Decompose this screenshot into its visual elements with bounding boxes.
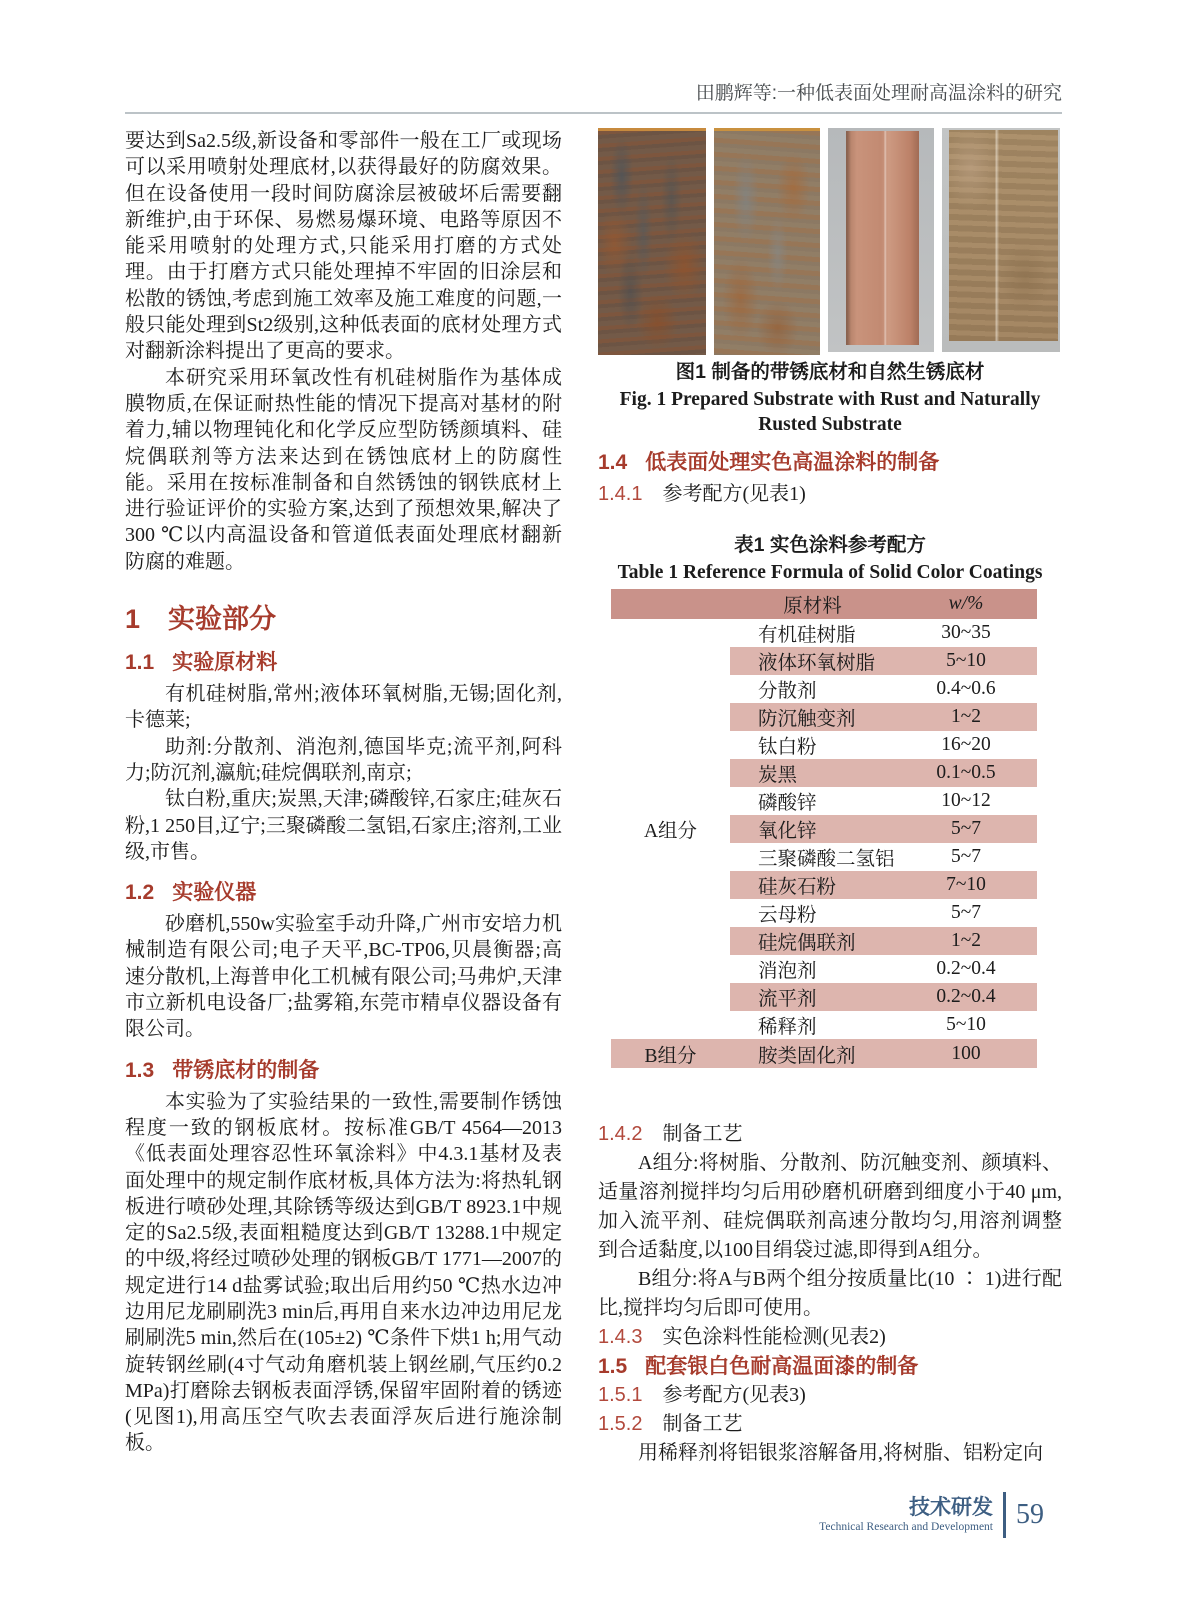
section-1-4-1-title: 参考配方(见表1) bbox=[662, 483, 806, 505]
table-1-row-strip bbox=[730, 815, 1037, 843]
section-1-4-title: 低表面处理实色高温涂料的制备 bbox=[645, 451, 940, 474]
table-1-header-row bbox=[611, 589, 1037, 619]
section-1-4-3-title: 实色涂料性能检测(见表2) bbox=[662, 1326, 886, 1348]
right-column bbox=[598, 128, 1062, 1468]
table-1-row-strip bbox=[730, 759, 1037, 787]
table-1-cell-value: 0.2~0.4 bbox=[936, 986, 996, 1007]
paragraph-silver-topcoat-process: 用稀释剂将铝银浆溶解备用,将树脂、铝粉定向 bbox=[638, 1442, 1043, 1464]
table-1-cell-material: 流平剂 bbox=[758, 989, 817, 1010]
table-1-header-material: 原材料 bbox=[783, 596, 842, 617]
section-1-4-1-heading bbox=[598, 480, 1062, 509]
section-1-5-heading bbox=[598, 1352, 1062, 1381]
section-1-5-2-title: 制备工艺 bbox=[662, 1413, 743, 1435]
table-1-cell-material: 消泡剂 bbox=[758, 961, 817, 982]
section-1-5-1-heading bbox=[598, 1381, 1062, 1410]
table-1-cell-material: 云母粉 bbox=[758, 905, 817, 926]
section-1-4-3-heading bbox=[598, 1323, 1062, 1352]
table-1-cell-material: 稀释剂 bbox=[758, 1017, 817, 1038]
running-head bbox=[696, 78, 1062, 105]
table-1-title-en: Table 1 Reference Formula of Solid Color Coatings bbox=[617, 562, 1043, 583]
section-1-4-heading bbox=[598, 450, 1062, 476]
page-footer bbox=[819, 1492, 1044, 1538]
table-1-group-b-label: B组分 bbox=[644, 1045, 697, 1067]
footer-divider bbox=[1003, 1492, 1006, 1538]
section-1-title: 实验部分 bbox=[168, 604, 277, 635]
rusted-channel-photo-1 bbox=[828, 128, 934, 352]
footer-section-name bbox=[819, 1496, 993, 1534]
table-1-row-strip bbox=[730, 787, 1037, 815]
table-1-row-strip bbox=[730, 703, 1037, 731]
table-1-cell-value: 0.4~0.6 bbox=[936, 678, 996, 699]
table-1-row-strip bbox=[730, 927, 1037, 955]
section-1-4-2-heading bbox=[598, 1120, 1062, 1149]
figure-1-caption-en: Fig. 1 Prepared Substrate with Rust and Naturally Rusted Substrate bbox=[619, 389, 1041, 435]
paragraph-raw-materials-3: 钛白粉,重庆;炭黑,天津;磷酸锌,石家庄;硅灰石粉,1 250目,辽宁;三聚磷酸二氢铝,石家庄;溶剂,工业级,市售。 bbox=[125, 788, 562, 863]
table-1-row-strip bbox=[730, 983, 1037, 1011]
table-1-cell-material: 硅灰石粉 bbox=[758, 877, 837, 898]
section-1-4-2-number: 1.4.2 bbox=[598, 1123, 643, 1145]
footer-section-zh: 技术研发 bbox=[909, 1496, 993, 1519]
table-1-cell-value: 5~7 bbox=[950, 818, 982, 839]
figure-1-caption-zh: 图1 制备的带锈底材和自然生锈底材 bbox=[675, 361, 985, 383]
section-1-4-3-number: 1.4.3 bbox=[598, 1326, 643, 1348]
table-1-row-strip bbox=[730, 619, 1037, 647]
table-1-cell-value: 5~10 bbox=[946, 1014, 986, 1035]
paragraph-study-overview: 本研究采用环氧改性有机硅树脂作为基体成膜物质,在保证耐热性能的情况下提高对基材的附着力,辅以物理钝化和化学反应型防锈颜填料、硅烷偶联剂等方法来达到在锈蚀底材上的防腐性能。采用在按标准制备和自然锈蚀的钢铁底材上进行验证评价的实验方案,达到了预想效果,解决了300 ℃以内高温设备和管道低表面处理底材翻新防腐的难题。 bbox=[125, 366, 562, 573]
section-1-2-number: 1.2 bbox=[125, 881, 155, 905]
paragraph-intro-continued: 要达到Sa2.5级,新设备和零部件一般在工厂或现场可以采用喷射处理底材,以获得最好的防腐效果。但在设备使用一段时间防腐涂层被破坏后需要翻新维护,由于环保、易燃易爆环境、电路等原因不能采用喷射的处理方式,只能采用打磨的方式处理。由于打磨方式只能处理掉不牢固的旧涂层和松散的锈蚀,考虑到施工效率及施工难度的问题,一般只能处理到St2级别,这种低表面的底材处理方式对翻新涂料提出了更高的要求。 bbox=[125, 130, 562, 363]
table-1-body bbox=[611, 619, 1037, 1068]
section-1-4-number: 1.4 bbox=[598, 451, 628, 474]
table-1-row-strip bbox=[730, 1011, 1037, 1039]
section-1-5-2-heading bbox=[598, 1410, 1062, 1439]
figure-1 bbox=[598, 128, 1062, 352]
paragraph-component-b-process: B组分:将A与B两个组分按质量比(10 ∶ 1)进行配比,搅拌均匀后即可使用。 bbox=[598, 1268, 1062, 1319]
footer-section-en: Technical Research and Development bbox=[819, 1521, 993, 1533]
table-1-cell-value: 1~2 bbox=[950, 706, 982, 727]
section-1-5-2-number: 1.5.2 bbox=[598, 1413, 643, 1435]
table-1-cell-material: 胺类固化剂 bbox=[758, 1045, 856, 1067]
section-1-1-title: 实验原材料 bbox=[172, 651, 278, 675]
table-1-row-strip bbox=[730, 731, 1037, 759]
table-1-cell-value: 16~20 bbox=[941, 734, 991, 755]
section-1-5-1-number: 1.5.1 bbox=[598, 1384, 643, 1406]
section-1-number: 1 bbox=[125, 604, 141, 635]
section-1-2-heading bbox=[125, 880, 562, 906]
section-1-3-number: 1.3 bbox=[125, 1058, 155, 1082]
paragraph-raw-materials-1: 有机硅树脂,常州;液体环氧树脂,无锡;固化剂,卡德莱; bbox=[125, 683, 562, 732]
table-1 bbox=[611, 589, 1037, 1068]
section-1-5-title: 配套银白色耐高温面漆的制备 bbox=[645, 1355, 919, 1378]
table-1-cell-value: 5~7 bbox=[950, 846, 982, 867]
table-1-cell-value: 10~12 bbox=[941, 790, 991, 811]
table-1-cell-value: 5~7 bbox=[950, 902, 982, 923]
section-1-3-heading bbox=[125, 1058, 562, 1084]
table-1-row-strip bbox=[730, 647, 1037, 675]
rusted-substrate-photo-1 bbox=[598, 128, 706, 355]
section-1-1-number: 1.1 bbox=[125, 651, 155, 675]
table-1-header-value: w/% bbox=[948, 593, 984, 614]
paragraph-component-a-process: A组分:将树脂、分散剂、防沉触变剂、颜填料、适量溶剂搅拌均匀后用砂磨机研磨到细度小于40 μm,加入流平剂、硅烷偶联剂高速分散均匀,用溶剂调整到合适黏度,以100目绢袋过滤,即得到A组分。 bbox=[598, 1152, 1062, 1261]
table-1-cell-value: 30~35 bbox=[941, 622, 991, 643]
section-1-5-1-title: 参考配方(见表3) bbox=[662, 1384, 806, 1406]
table-1-group-a-label: A组分 bbox=[643, 821, 698, 842]
left-column bbox=[125, 128, 562, 1457]
section-1-3-title: 带锈底材的制备 bbox=[172, 1058, 320, 1082]
table-1-row-strip bbox=[730, 843, 1037, 871]
table-1-cell-value: 0.2~0.4 bbox=[936, 958, 996, 979]
table-1-cell-value: 5~10 bbox=[946, 650, 986, 671]
page-number: 59 bbox=[1016, 1499, 1044, 1530]
table-1-row-strip bbox=[730, 871, 1037, 899]
section-1-1-heading bbox=[125, 650, 562, 676]
table-1-cell-material: 分散剂 bbox=[758, 681, 817, 702]
table-1-cell-material: 液体环氧树脂 bbox=[758, 653, 876, 674]
table-1-row-strip bbox=[730, 675, 1037, 703]
rusted-substrate-photo-2 bbox=[714, 128, 820, 355]
table-1-cell-material: 硅烷偶联剂 bbox=[758, 933, 856, 954]
paragraph-rusted-substrate-preparation: 本实验为了实验结果的一致性,需要制作锈蚀程度一致的钢板底材。按标准GB/T 4564—2013《低表面处理容忍性环氧涂料》中4.3.1基材及表面处理中的规定制作底材板,具体方法为:将热轧钢板进行喷砂处理,其除锈等级达到GB/T 8923.1中规定的Sa2.5级,表面粗糙度达到GB/T 13288.1中规定的中级,将经过喷砂处理的钢板GB/T 1771—2007的规定进行14 d盐雾试验;取出后用约50 ℃热水边冲边用尼龙刷刷洗3 min后,再用自来水边冲边用尼龙刷刷洗5 min,然后在(105±2) ℃条件下烘1 h;用气动旋转钢丝刷(4寸气动角磨机装上钢丝刷,气压约0.2 MPa)打磨除去钢板表面浮锈,保留牢固附着的锈迹(见图1),用高压空气吹去表面浮灰后进行施涂制板。 bbox=[125, 1090, 562, 1455]
table-1-cell-material: 有机硅树脂 bbox=[758, 625, 856, 646]
table-1-cell-material: 钛白粉 bbox=[758, 737, 817, 758]
section-1-5-number: 1.5 bbox=[598, 1355, 628, 1378]
rusted-channel-photo-2 bbox=[942, 128, 1060, 352]
table-1-row-b bbox=[611, 1039, 1037, 1068]
table-1-cell-material: 炭黑 bbox=[758, 765, 798, 786]
table-1-cell-material: 三聚磷酸二氢铝 bbox=[758, 849, 895, 870]
table-1-cell-value: 100 bbox=[951, 1042, 981, 1064]
table-1-cell-value: 1~2 bbox=[950, 930, 982, 951]
running-head-text: 田鹏辉等:一种低表面处理耐高温涂料的研究 bbox=[695, 83, 1062, 104]
table-1-cell-material: 氧化锌 bbox=[758, 821, 817, 842]
section-1-2-title: 实验仪器 bbox=[172, 881, 257, 905]
table-1-cell-material: 磷酸锌 bbox=[758, 793, 817, 814]
section-1-heading bbox=[125, 603, 562, 635]
table-1-cell-material: 防沉触变剂 bbox=[758, 709, 856, 730]
section-1-4-2-title: 制备工艺 bbox=[662, 1123, 743, 1145]
paragraph-raw-materials-2: 助剂:分散剂、消泡剂,德国毕克;流平剂,阿科力;防沉剂,瀛航;硅烷偶联剂,南京; bbox=[125, 735, 562, 784]
table-1-cell-value: 7~10 bbox=[946, 874, 986, 895]
table-1-title-zh: 表1 实色涂料参考配方 bbox=[734, 534, 926, 556]
table-1-row-strip bbox=[730, 899, 1037, 927]
table-1-cell-value: 0.1~0.5 bbox=[936, 762, 996, 783]
table-1-row-strip bbox=[730, 955, 1037, 983]
header-rule bbox=[125, 112, 1062, 114]
paragraph-instruments: 砂磨机,550w实验室手动升降,广州市安培力机械制造有限公司;电子天平,BC-TP06,贝晨衡器;高速分散机,上海普申化工机械有限公司;马弗炉,天津市立新机电设备厂;盐雾箱,东莞市精卓仪器设备有限公司。 bbox=[125, 913, 562, 1041]
section-1-4-1-number: 1.4.1 bbox=[598, 483, 643, 505]
